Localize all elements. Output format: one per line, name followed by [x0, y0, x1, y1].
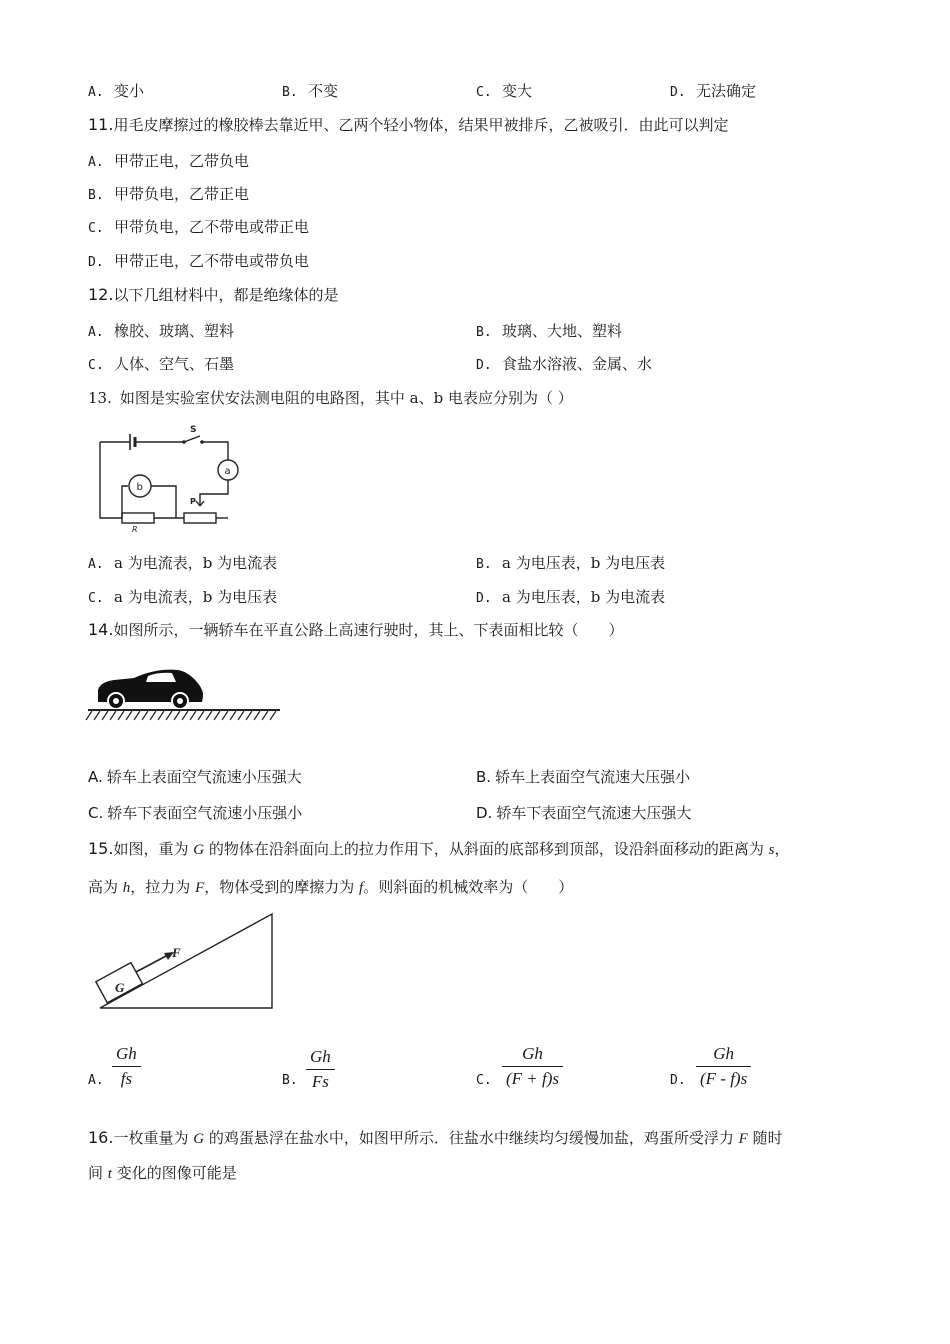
fraction-numerator: Gh: [713, 1044, 734, 1063]
question-number: 13.: [88, 389, 112, 407]
question-number: 16.: [88, 1128, 114, 1147]
q14-option-a[interactable]: [88, 766, 302, 787]
stem-text: 。则斜面的机械效率为（ ）: [363, 878, 574, 896]
question-text: 用毛皮摩擦过的橡胶棒去靠近甲、乙两个轻小物体，结果甲被排斥，乙被吸引．由此可以判定: [113, 116, 729, 134]
option-key: C.: [476, 1073, 492, 1088]
q15-option-c-key[interactable]: [476, 1070, 502, 1088]
stem-text: ，: [774, 840, 790, 858]
block-label: G: [115, 980, 125, 995]
q12-option-d[interactable]: [476, 353, 652, 374]
option-text: 轿车上表面空气流速大压强小: [495, 768, 691, 786]
stem-text: 随时: [747, 1129, 783, 1147]
q10-option-a[interactable]: [88, 80, 144, 101]
stem-text: 的鸡蛋悬浮在盐水中，如图甲所示．往盐水中继续均匀缓慢加盐，鸡蛋所受浮力: [204, 1129, 739, 1147]
resistor-label: R: [132, 525, 138, 534]
option-text: a 为电压表，b 为电压表: [502, 554, 666, 572]
option-key: A.: [88, 325, 104, 340]
q11-option-b[interactable]: [88, 183, 249, 204]
incline-diagram: [92, 912, 277, 1014]
option-key: A.: [88, 1073, 104, 1088]
q16-stem-line-2: [88, 1162, 237, 1183]
option-key: B.: [282, 85, 298, 100]
stem-text: 一枚重量为: [113, 1129, 194, 1147]
option-text: 甲带负电，乙不带电或带正电: [114, 218, 310, 236]
option-text: 橡胶、玻璃、塑料: [114, 322, 235, 340]
option-key: A.: [88, 557, 104, 572]
option-text: 玻璃、大地、塑料: [502, 322, 623, 340]
q13-option-d[interactable]: [476, 586, 665, 607]
force-arrow: [136, 955, 168, 972]
q15-option-a-fraction: [112, 1044, 141, 1089]
option-text: 轿车下表面空气流速小压强小: [107, 804, 303, 822]
q15-stem-line-1: [88, 838, 789, 859]
option-key: B.: [476, 768, 492, 786]
q12-option-b[interactable]: [476, 320, 622, 341]
option-text: 轿车下表面空气流速大压强大: [496, 804, 692, 822]
q12-option-a[interactable]: [88, 320, 234, 341]
q11-option-a[interactable]: [88, 150, 249, 171]
car-on-road-figure: [86, 664, 282, 724]
q13-option-c[interactable]: [88, 586, 277, 607]
var-g: G: [193, 842, 205, 858]
q14-option-c[interactable]: [88, 802, 302, 823]
incline: [100, 914, 272, 1008]
fraction-denominator: fs: [120, 1069, 133, 1088]
option-key: D.: [476, 804, 493, 822]
stem-text: 变化的图像可能是: [111, 1164, 237, 1182]
var-g: G: [193, 1131, 205, 1147]
fraction-numerator: Gh: [310, 1047, 331, 1066]
option-text: 轿车上表面空气流速小压强大: [106, 768, 302, 786]
q15-option-b-key[interactable]: [282, 1070, 308, 1088]
option-key: C.: [476, 85, 492, 100]
q12-option-c[interactable]: [88, 353, 234, 374]
fraction-denominator: (F + f)s: [506, 1069, 560, 1088]
q10-option-b[interactable]: [282, 80, 338, 101]
option-text: 不变: [308, 82, 339, 100]
q15-option-d-key[interactable]: [670, 1070, 696, 1088]
force-label: F: [172, 945, 181, 960]
question-number: 11.: [88, 115, 114, 134]
option-text: a 为电流表，b 为电压表: [114, 588, 278, 606]
stem-text: 间: [88, 1164, 108, 1182]
question-text: 以下几组材料中，都是绝缘体的是: [113, 286, 339, 304]
option-key: D.: [88, 255, 104, 270]
q12-stem: [88, 284, 338, 305]
var-f: F: [738, 1131, 748, 1147]
question-text: 如图是实验室伏安法测电阻的电路图，其中 a、b 电表应分别为（ ）: [119, 389, 573, 407]
q16-stem-line-1: [88, 1127, 783, 1148]
q11-option-d[interactable]: [88, 250, 309, 271]
var-h: h: [122, 880, 131, 896]
option-key: B.: [476, 557, 492, 572]
stem-text: 的物体在沿斜面向上的拉力作用下，从斜面的底部移到顶部，设沿斜面移动的距离为: [204, 840, 769, 858]
option-key: B.: [282, 1073, 298, 1088]
option-key: B.: [88, 188, 104, 203]
q14-option-b[interactable]: [476, 766, 690, 787]
fraction-denominator: (F - f)s: [700, 1069, 748, 1088]
q15-option-a-key[interactable]: [88, 1070, 114, 1088]
q14-stem: [88, 619, 623, 640]
option-key: C.: [88, 358, 104, 373]
q10-option-c[interactable]: [476, 80, 532, 101]
option-text: a 为电流表，b 为电流表: [114, 554, 278, 572]
stem-text: 高为: [88, 878, 123, 896]
q11-option-c[interactable]: [88, 216, 309, 237]
circuit-diagram: [92, 422, 242, 534]
q14-option-d[interactable]: [476, 802, 691, 823]
option-text: 甲带负电，乙带正电: [114, 185, 250, 203]
option-text: 人体、空气、石墨: [114, 355, 235, 373]
option-key: D.: [670, 1073, 686, 1088]
slider-label: P: [190, 497, 196, 506]
var-t: t: [107, 1166, 112, 1182]
option-key: D.: [670, 85, 686, 100]
q15-option-c-fraction: [502, 1044, 563, 1089]
var-s: s: [768, 842, 775, 858]
fraction-numerator: Gh: [116, 1044, 137, 1063]
option-text: 变小: [114, 82, 145, 100]
stem-text: ，物体受到的摩擦力为: [204, 878, 360, 896]
fraction-numerator: Gh: [522, 1044, 543, 1063]
option-key: A.: [88, 155, 104, 170]
option-key: A.: [88, 85, 104, 100]
option-key: B.: [476, 325, 492, 340]
option-key: C.: [88, 221, 104, 236]
q15-stem-line-2: [88, 876, 573, 897]
meter-b-label: b: [136, 482, 143, 493]
q15-option-b-fraction: [306, 1047, 335, 1092]
option-text: 甲带正电，乙不带电或带负电: [114, 252, 310, 270]
option-text: 甲带正电，乙带负电: [114, 152, 250, 170]
question-text: 如图所示，一辆轿车在平直公路上高速行驶时，其上、下表面相比较（ ）: [113, 621, 624, 639]
option-key: C.: [88, 591, 104, 606]
q11-stem: [88, 114, 728, 135]
meter-a-label: a: [224, 466, 231, 477]
var-f-friction: f: [359, 880, 364, 896]
option-text: 食盐水溶液、金属、水: [502, 355, 653, 373]
option-key: D.: [476, 358, 492, 373]
fraction-denominator: Fs: [311, 1072, 329, 1091]
q13-option-b[interactable]: [476, 552, 665, 573]
option-key: C.: [88, 804, 104, 822]
question-number: 12.: [88, 285, 114, 304]
q15-option-d-fraction: [696, 1044, 751, 1089]
q10-option-d[interactable]: [670, 80, 756, 101]
q13-stem: [88, 387, 573, 408]
option-key: D.: [476, 591, 492, 606]
option-text: 变大: [502, 82, 533, 100]
stem-text: 如图，重为: [113, 840, 194, 858]
switch-label: S: [190, 425, 197, 435]
option-text: a 为电压表，b 为电流表: [502, 588, 666, 606]
question-number: 15.: [88, 839, 114, 858]
stem-text: ，拉力为: [130, 878, 196, 896]
question-number: 14.: [88, 620, 114, 639]
var-f-force: F: [195, 880, 205, 896]
option-text: 无法确定: [696, 82, 757, 100]
q13-option-a[interactable]: [88, 552, 277, 573]
option-key: A.: [88, 768, 103, 786]
